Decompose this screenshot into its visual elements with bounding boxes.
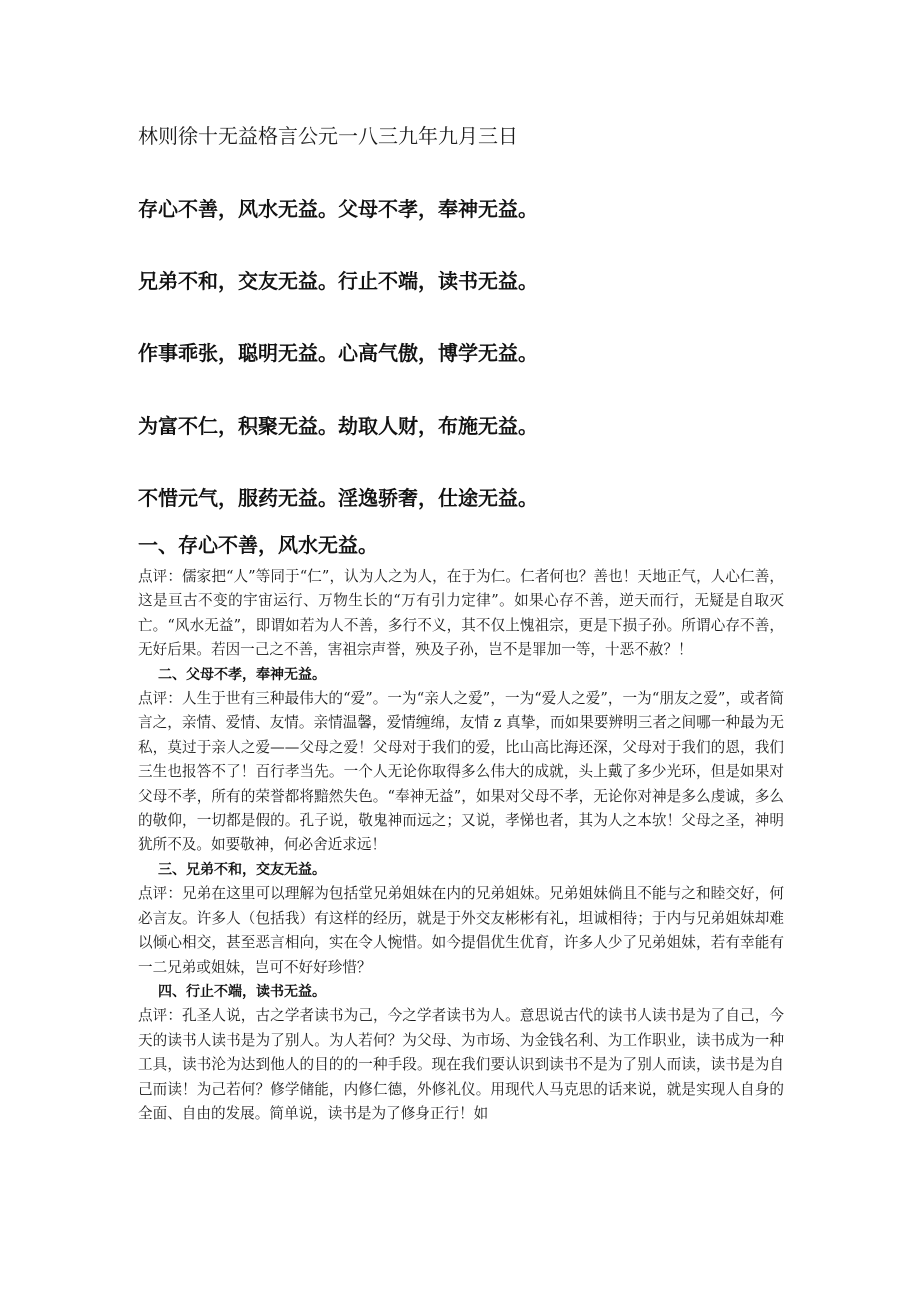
- commentary-paragraph-4: 点评：孔圣人说，古之学者读书为己，今之学者读书为人。意思说古代的读书人读书是为了自己，今天的读书人读书是为了别人。为人若何？为父母、为市场、为金钱名利、为工作职业，读书成为一种工具，读书沦为达到他人的目的的一种手段。现在我们要认识到读书不是为了别人而读，读书是为自己而读！为己若何？修学储能，内修仁德，外修礼仪。用现代人马克思的话来说，就是实现人自身的全面、自由的发展。简单说，读书是为了修身正行！如: [138, 1007, 784, 1122]
- document-title: 林则徐十无益格言公元一八三九年九月三日: [138, 124, 518, 148]
- commentary-paragraph-3: 点评：兄弟在这里可以理解为包括堂兄弟姐妹在内的兄弟姐妹。兄弟姐妹倘且不能与之和睦交好，何必言友。许多人（包括我）有这样的经历，就是于外交友彬彬有礼，坦诚相待；于内与兄弟姐妹却难以倾心相交，甚至恶言相向，实在令人惋惜。如今提倡优生优育，许多人少了兄弟姐妹，若有幸能有一二兄弟或姐妹，岂可不好好珍惜？: [138, 885, 784, 976]
- maxim-line-4: 为富不仁，积聚无益。劫取人财，布施无益。: [138, 414, 538, 438]
- commentary-paragraph-2: 点评：人生于世有三种最伟大的“爱”。一为“亲人之爱”，一为“爱人之爱”，一为“朋友之爱”，或者简言之，亲情、爱情、友情。亲情温馨，爱情缠绵，友情 z 真挚，而如果要辨明三者之间哪一种最为无私，莫过于亲人之爱——父母之爱！父母对于我们的爱，比山高比海还深，父母对于我们的恩，我们三生也报答不了！百行孝当先。一个人无论你取得多么伟大的成就，头上戴了多少光环，但是如果对父母不孝，所有的荣誉都将黯然失色。“奉神无益”，如果对父母不孝，无论你对神是多么虔诚，多么的敬仰，一切都是假的。孔子说，敬鬼神而远之；又说，孝悌也者，其为人之本欤！父母之圣，神明犹所不及。如要敬神，何必舍近求远！: [138, 690, 784, 854]
- commentary-body: [138, 565, 784, 1126]
- section-heading-1: 一、存心不善，风水无益。: [138, 533, 378, 557]
- section-heading-2: 二、父母不孝，奉神无益。: [158, 666, 326, 683]
- section-heading-3: 三、兄弟不和，交友无益。: [158, 861, 326, 878]
- section-heading-4: 四、行止不端，读书无益。: [158, 983, 326, 1000]
- maxim-line-2: 兄弟不和，交友无益。行止不端，读书无益。: [138, 269, 538, 293]
- maxim-line-5: 不惜元气，服药无益。淫逸骄奢，仕途无益。: [138, 486, 538, 510]
- maxim-line-1: 存心不善，风水无益。父母不孝，奉神无益。: [138, 197, 538, 221]
- maxim-line-3: 作事乖张，聪明无益。心高气傲，博学无益。: [138, 341, 538, 365]
- commentary-paragraph-1: 点评：儒家把“人”等同于“仁”，认为人之为人，在于为仁。仁者何也？善也！天地正气，人心仁善，这是亘古不变的宇宙运行、万物生长的“万有引力定律”。如果心存不善，逆天而行，无疑是自取灭亡。“风水无益”，即谓如若为人不善，多行不义，其不仅上愧祖宗，更是下损子孙。所谓心存不善，无好后果。若因一己之不善，害祖宗声誉，殃及子孙，岂不是罪加一等，十恶不赦？！: [138, 568, 784, 659]
